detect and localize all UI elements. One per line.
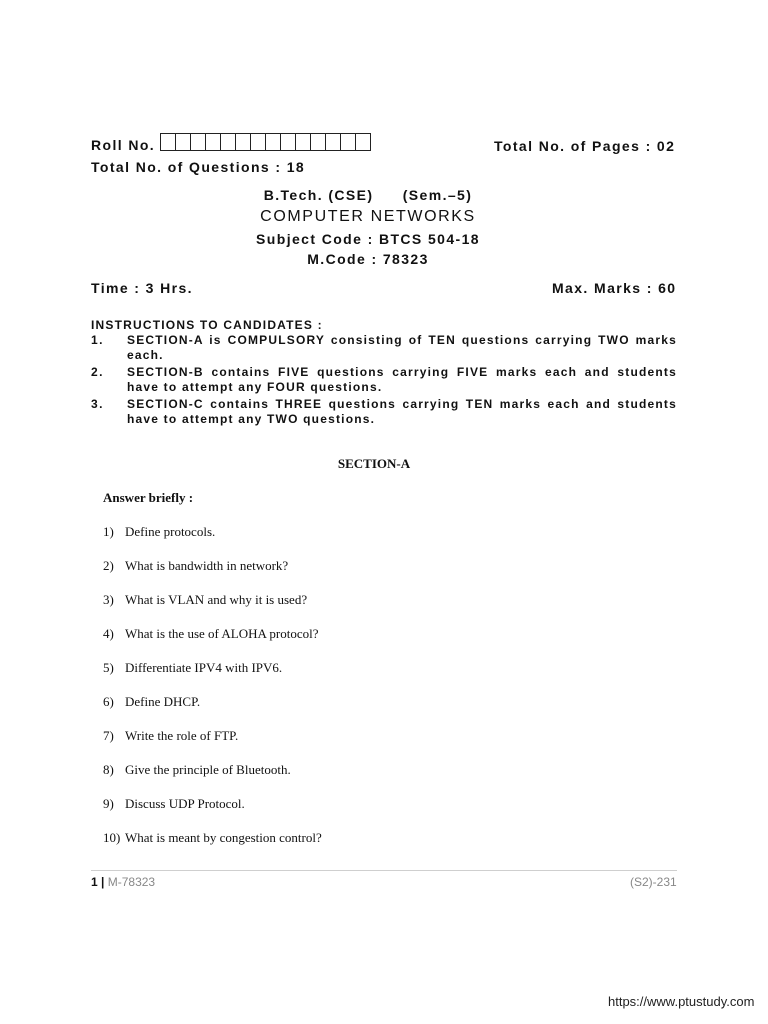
footer-divider [91, 870, 677, 871]
question-item [103, 558, 322, 592]
roll-number-box [160, 133, 176, 151]
subject-code: Subject Code : BTCS 504-18 [256, 231, 480, 247]
question-text: What is bandwidth in network? [125, 558, 289, 573]
footer-code: M-78323 [107, 875, 156, 889]
roll-number-box [220, 133, 236, 151]
total-pages: Total No. of Pages : 02 [494, 138, 676, 154]
page-number: 1 [91, 875, 98, 889]
degree: B.Tech. (CSE) [263, 187, 374, 203]
question-item [103, 796, 322, 830]
question-item [103, 762, 322, 796]
question-item [103, 524, 322, 558]
instruction-number: 2. [91, 365, 104, 379]
question-text: Discuss UDP Protocol. [125, 796, 245, 811]
question-number: 4) [103, 626, 114, 641]
course-line [0, 187, 752, 203]
section-title: SECTION-A [337, 456, 411, 471]
question-item [103, 830, 322, 864]
roll-number-box [175, 133, 191, 151]
question-number: 9) [103, 796, 114, 811]
question-text: What is VLAN and why it is used? [125, 592, 308, 607]
roll-number-box [280, 133, 296, 151]
m-code: M.Code : 78323 [307, 251, 429, 267]
roll-number-box [325, 133, 341, 151]
question-number: 7) [103, 728, 114, 743]
question-text: Write the role of FTP. [125, 728, 239, 743]
question-list [103, 524, 322, 864]
instruction-item [91, 333, 677, 362]
question-item [103, 592, 322, 626]
instruction-text: SECTION-B contains FIVE questions carrying FIVE marks each and students have to attempt any FOUR questions. [127, 365, 677, 394]
question-text: Give the principle of Bluetooth. [125, 762, 291, 777]
question-number: 8) [103, 762, 114, 777]
roll-number-box [265, 133, 281, 151]
question-number: 6) [103, 694, 114, 709]
roll-number-box [190, 133, 206, 151]
watermark-url[interactable]: https://www.ptustudy.com [608, 994, 755, 1009]
instruction-text: SECTION-A is COMPULSORY consisting of TEN questions carrying TWO marks each. [127, 333, 677, 362]
instruction-text: SECTION-C contains THREE questions carrying TEN marks each and students have to attempt any TWO questions. [127, 397, 677, 426]
question-text: Define DHCP. [125, 694, 201, 709]
question-item [103, 660, 322, 694]
question-number: 2) [103, 558, 114, 573]
roll-number-label: Roll No. [91, 137, 156, 153]
roll-number-box [235, 133, 251, 151]
instructions-heading: INSTRUCTIONS TO CANDIDATES : [91, 318, 323, 332]
total-questions: Total No. of Questions : 18 [91, 159, 306, 175]
roll-number-box [205, 133, 221, 151]
instructions-list [91, 333, 677, 429]
roll-number-box [250, 133, 266, 151]
roll-number-boxes [160, 133, 370, 151]
footer-reference: (S2)-231 [630, 875, 677, 889]
question-text: What is the use of ALOHA protocol? [125, 626, 319, 641]
instruction-item [91, 397, 677, 426]
semester: (Sem.–5) [402, 187, 473, 203]
paper-title: COMPUTER NETWORKS [260, 208, 476, 225]
section-subheading: Answer briefly : [103, 490, 194, 505]
roll-number-box [340, 133, 356, 151]
question-number: 10) [103, 830, 121, 845]
question-item [103, 728, 322, 762]
roll-number-box [295, 133, 311, 151]
question-text: Define protocols. [125, 524, 216, 539]
question-number: 1) [103, 524, 114, 539]
footer-page-info [91, 875, 155, 889]
question-item [103, 694, 322, 728]
footer-separator: | [101, 875, 105, 889]
max-marks: Max. Marks : 60 [552, 280, 677, 296]
instruction-number: 3. [91, 397, 104, 411]
question-text: Differentiate IPV4 with IPV6. [125, 660, 283, 675]
instruction-number: 1. [91, 333, 104, 347]
roll-number-box [310, 133, 326, 151]
question-item [103, 626, 322, 660]
roll-number-box [355, 133, 371, 151]
question-text: What is meant by congestion control? [125, 830, 322, 845]
exam-time: Time : 3 Hrs. [91, 280, 193, 296]
question-number: 5) [103, 660, 114, 675]
question-number: 3) [103, 592, 114, 607]
instruction-item [91, 365, 677, 394]
